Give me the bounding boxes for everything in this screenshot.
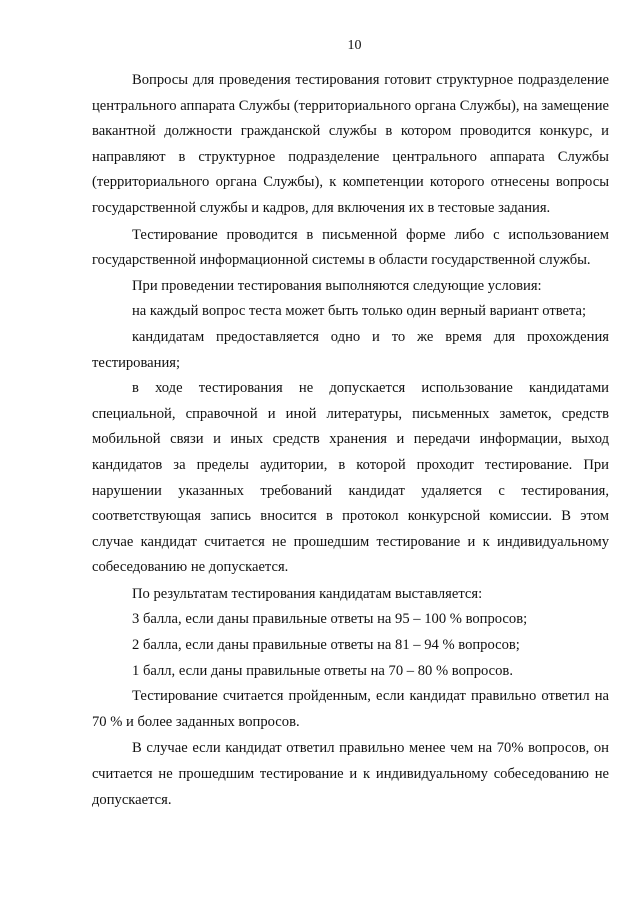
paragraph-passed: Тестирование считается пройденным, если кандидат правильно ответил на 70 % и более заданных вопросов. — [92, 688, 609, 730]
paragraph-condition-one-answer: на каждый вопрос теста может быть только один верный вариант ответа; — [132, 303, 587, 320]
paragraph-conditions-intro: При проведении тестирования выполняются следующие условия: — [132, 277, 542, 294]
paragraph-condition-same-time: кандидатам предоставляется одно и то же время для прохождения тестирования; — [92, 328, 609, 371]
paragraph-failed: В случае если кандидат ответил правильно менее чем на 70% вопросов, он считается не прошедшим тестирование и к индивидуальному собеседованию не допускается. — [92, 740, 609, 808]
paragraph-score-1: 1 балл, если даны правильные ответы на 70 – 80 % вопросов. — [132, 662, 513, 679]
paragraph-score-2: 2 балла, если даны правильные ответы на 81 – 94 % вопросов; — [132, 637, 520, 654]
page-number: 10 — [347, 38, 362, 53]
paragraph-scoring-intro: По результатам тестирования кандидатам выставляется: — [132, 585, 483, 602]
paragraph-test-form: Тестирование проводится в письменной форме либо с использованием государственной информационной системы в области государственной службы. — [92, 226, 609, 269]
paragraph-score-3: 3 балла, если даны правильные ответы на 95 – 100 % вопросов; — [132, 611, 528, 628]
paragraph-condition-prohibitions: в ходе тестирования не допускается использование кандидатами специальной, справочной и иной литературы, письменных заметок, средств мобильной связи и иных средств хранения и передачи информации, выход кандидатов за пределы аудитории, в которой проходит тестирование. При нарушении указанных требований кандидат удаляется с тестирования, соответствующая запись вносится в протокол конкурсной комиссии. В этом случае кандидат считается не прошедшим тестирование и к индивидуальному собеседованию не допускается. — [92, 380, 609, 576]
paragraph-test-questions: Вопросы для проведения тестирования готовит структурное подразделение центрального аппарата Службы (территориального органа Службы), на замещение вакантной должности гражданской службы в котором проводится конкурс, и направляют в структурное подразделение центрального аппарата Службы (территориального органа Службы), к компетенции которого отнесены вопросы государственной службы и кадров, для включения их в тестовые задания. — [92, 72, 609, 216]
